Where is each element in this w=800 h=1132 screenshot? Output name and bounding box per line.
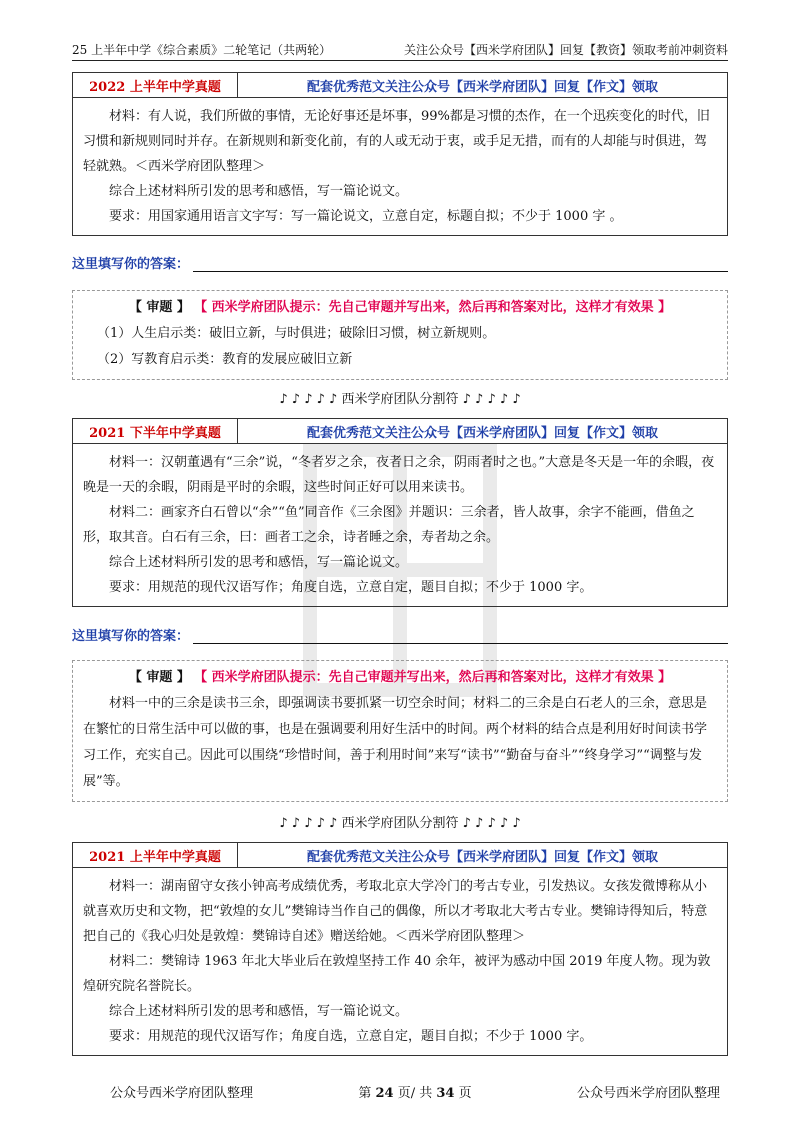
instruction-paragraph: 综合上述材料所引发的思考和感悟，写一篇论说文。 <box>109 1004 409 1019</box>
review-box-1 <box>72 290 728 380</box>
exam-tag: 2022 上半年中学真题 <box>73 73 238 97</box>
answer-blank[interactable] <box>193 629 728 644</box>
review-box-2 <box>72 660 728 802</box>
section-divider: ♪ ♪ ♪ ♪ ♪ 西米学府团队分割符 ♪ ♪ ♪ ♪ ♪ <box>279 816 521 831</box>
question-box-2021-second-half <box>72 418 728 607</box>
answer-line-1[interactable] <box>72 252 728 272</box>
question-body <box>73 98 727 235</box>
page-header <box>72 36 728 61</box>
question-box-2021-first-half <box>72 842 728 1056</box>
instruction-paragraph: 综合上述材料所引发的思考和感悟，写一篇论说文。 <box>109 184 409 199</box>
page-separator: 页/ 共 <box>397 1086 433 1101</box>
question-box-2022-first-half <box>72 72 728 236</box>
question-header <box>73 73 727 98</box>
review-paragraph: 材料一中的三余是读书三余，即强调读书要抓紧一切空余时间；材料二的三余是白石老人的三余，意思是在繁忙的日常生活中可以做的事，也是在强调要利用好生活中的时间。两个材料的结合点是利用好时间读书学习工作，充实自己。因此可以围绕“珍惜时间，善于利用时间”来写“读书”“勤奋与奋斗”“终身学习”“调整与发展”等。 <box>83 696 708 789</box>
exam-tag: 2021 上半年中学真题 <box>73 843 238 867</box>
review-hint: 【 西米学府团队提示：先自己审题并写出来，然后再和答案对比，这样才有效果 】 <box>194 300 672 315</box>
question-header <box>73 843 727 868</box>
page-footer <box>110 1082 720 1101</box>
review-item: （2）写教育启示类：教育的发展应破旧立新 <box>97 352 353 367</box>
promo-text: 配套优秀范文关注公众号【西米学府团队】回复【作文】领取 <box>306 79 658 95</box>
answer-blank[interactable] <box>193 257 728 272</box>
review-key: 【 审题 】 <box>128 670 190 685</box>
material-paragraph: 材料：有人说，我们所做的事情，无论好事还是坏事，99%都是习惯的杰作，在一个迅疾变化的时代，旧习惯和新规则同时并存。在新规则和新变化前，有的人或无动于衷，或手足无措，而有的人却能与时俱进，驾轻就熟。＜西米学府团队整理＞ <box>83 109 710 174</box>
answer-line-2[interactable] <box>72 624 728 644</box>
material-paragraph: 材料一：汉朝董遇有“三余”说，“冬者岁之余，夜者日之余，阴雨者时之也。”大意是冬天是一年的余暇，夜晚是一天的余暇，阴雨是平时的余暇，这些时间正好可以用来读书。 <box>83 455 715 495</box>
material-paragraph: 材料一：湖南留守女孩小钟高考成绩优秀，考取北京大学冷门的考古专业，引发热议。女孩发微博称从小就喜欢历史和文物，把“敦煌的女儿”樊锦诗当作自己的偶像，所以才考取北大考古专业。樊锦诗得知后，特意把自己的《我心归处是敦煌：樊锦诗自述》赠送给她。＜西米学府团队整理＞ <box>83 879 708 944</box>
requirement-paragraph: 要求：用规范的现代汉语写作；角度自选，立意自定，题目自拟；不少于 1000 字。 <box>109 1029 593 1044</box>
answer-label: 这里填写你的答案： <box>72 629 190 644</box>
page-suffix: 页 <box>458 1086 472 1101</box>
footer-left-text: 公众号西米学府团队整理 <box>110 1086 254 1101</box>
promo-text: 配套优秀范文关注公众号【西米学府团队】回复【作文】领取 <box>306 849 658 865</box>
header-right-text: 关注公众号【西米学府团队】回复【教资】领取考前冲刺资料 <box>403 43 728 57</box>
question-body <box>73 444 727 606</box>
review-item: （1）人生启示类：破旧立新，与时俱进；破除旧习惯，树立新规则。 <box>97 326 496 341</box>
promo-text: 配套优秀范文关注公众号【西米学府团队】回复【作文】领取 <box>306 425 658 441</box>
review-title <box>83 665 717 691</box>
exam-tag: 2021 下半年中学真题 <box>73 419 238 443</box>
question-header <box>73 419 727 444</box>
page-number <box>358 1082 471 1101</box>
answer-label: 这里填写你的答案： <box>72 257 190 272</box>
section-divider: ♪ ♪ ♪ ♪ ♪ 西米学府团队分割符 ♪ ♪ ♪ ♪ ♪ <box>279 392 521 407</box>
requirement-paragraph: 要求：用规范的现代汉语写作；角度自选，立意自定，题目自拟；不少于 1000 字。 <box>109 580 593 595</box>
instruction-paragraph: 综合上述材料所引发的思考和感悟，写一篇论说文。 <box>109 555 409 570</box>
header-left-text: 25 上半年中学《综合素质》二轮笔记（共两轮） <box>72 43 332 57</box>
review-key: 【 审题 】 <box>128 300 190 315</box>
requirement-paragraph: 要求：用国家通用语言文字写：写一篇论说文，立意自定，标题自拟；不少于 1000 字 。 <box>109 209 623 224</box>
material-paragraph: 材料二：画家齐白石曾以“余”“鱼”同音作《三余图》并题识：三余者，皆人故事，余字不能画，借鱼之形，取其音。白石有三余，曰：画者工之余，诗者睡之余，寿者劫之余。 <box>83 505 695 545</box>
footer-right-text: 公众号西米学府团队整理 <box>576 1086 720 1101</box>
page-prefix: 第 <box>358 1086 372 1101</box>
current-page: 24 <box>375 1086 394 1101</box>
question-body <box>73 868 727 1055</box>
review-hint: 【 西米学府团队提示：先自己审题并写出来，然后再和答案对比，这样才有效果 】 <box>194 670 672 685</box>
total-pages: 34 <box>436 1086 455 1101</box>
material-paragraph: 材料二：樊锦诗 1963 年北大毕业后在敦煌坚持工作 40 余年，被评为感动中国 2019 年度人物。现为敦煌研究院名誉院长。 <box>83 954 711 994</box>
review-title <box>83 295 717 321</box>
